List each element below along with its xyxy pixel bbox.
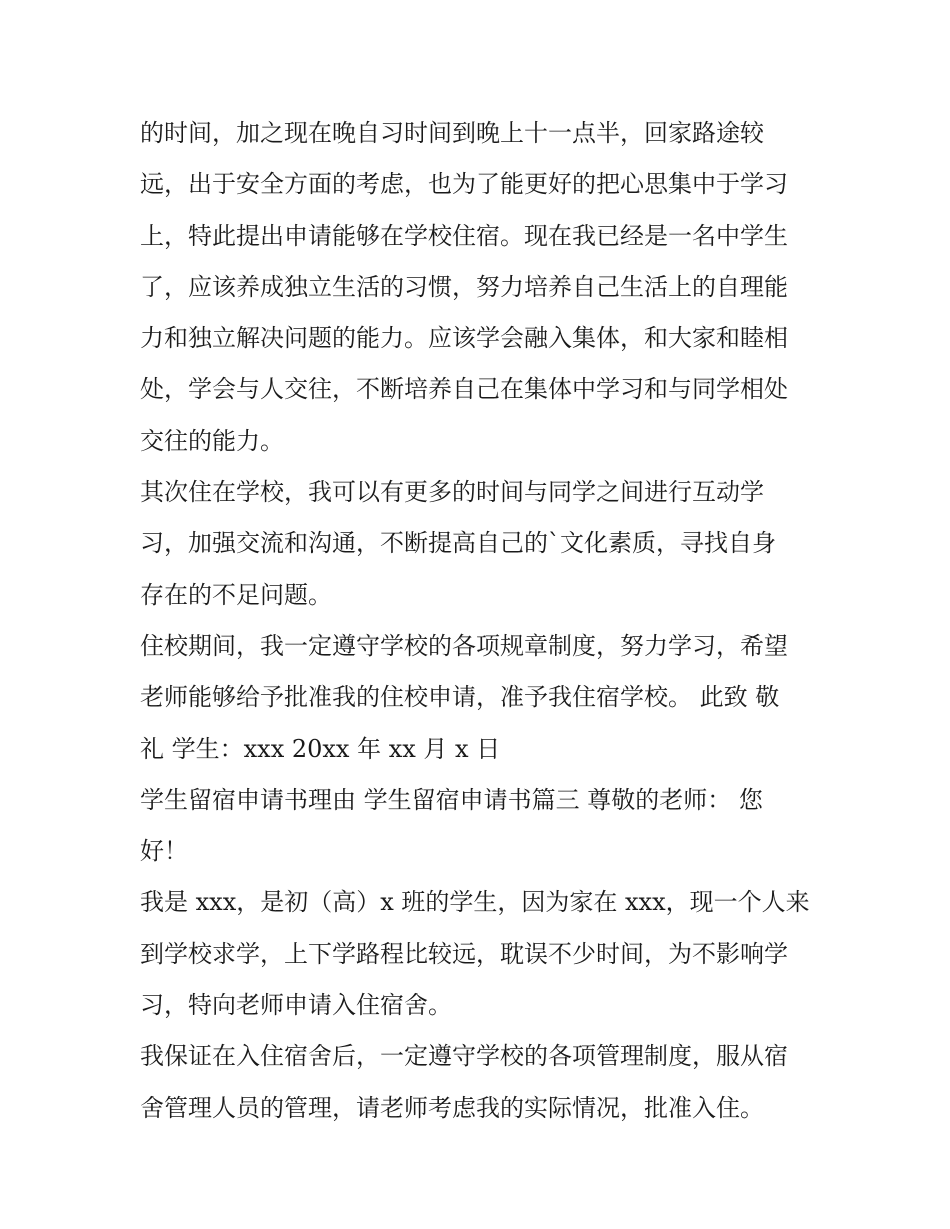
text-line: 老师能够给予批准我的住校申请，准予我住宿学校。 此致 敬	[140, 683, 780, 712]
text-line: 处，学会与人交往，不断培养自己在集体中学习和与同学相处	[140, 375, 788, 404]
document-body	[140, 108, 820, 1134]
text-line: 习，加强交流和沟通，不断提高自己的`文化素质，寻找自身	[140, 529, 776, 558]
text-line: 学生留宿申请书理由 学生留宿申请书篇三 尊敬的老师： 您	[140, 785, 763, 814]
text-line: 交往的能力。	[140, 426, 284, 455]
text-line: 上，特此提出申请能够在学校住宿。现在我已经是一名中学生	[140, 221, 788, 250]
text-line: 远，出于安全方面的考虑，也为了能更好的把心思集中于学习	[140, 170, 788, 199]
text-line: 其次住在学校，我可以有更多的时间与同学之间进行互动学	[140, 478, 764, 507]
text-line: 我保证在入住宿舍后，一定遵守学校的各项管理制度，服从宿	[140, 1042, 788, 1071]
text-line: 习，特向老师申请入住宿舍。	[140, 991, 452, 1020]
text-line: 了，应该养成独立生活的习惯，努力培养自己生活上的自理能	[140, 272, 788, 301]
text-line: 到学校求学，上下学路程比较远，耽误不少时间，为不影响学	[140, 939, 788, 968]
text-line: 的时间，加之现在晚自习时间到晚上十一点半，回家路途较	[140, 119, 764, 147]
text-line: 住校期间，我一定遵守学校的各项规章制度，努力学习，希望	[140, 631, 788, 660]
text-line: 好！	[140, 837, 188, 866]
text-line: 存在的不足问题。	[140, 580, 332, 609]
text-line: 舍管理人员的管理，请老师考虑我的实际情况，批准入住。	[140, 1093, 764, 1122]
text-line: 礼 学生：xxx 20xx 年 xx 月 x 日	[140, 734, 501, 763]
text-line: 力和独立解决问题的能力。应该学会融入集体，和大家和睦相	[140, 324, 788, 353]
text-line: 我是 xxx，是初（高）x 班的学生，因为家在 xxx，现一个人来	[140, 888, 810, 917]
